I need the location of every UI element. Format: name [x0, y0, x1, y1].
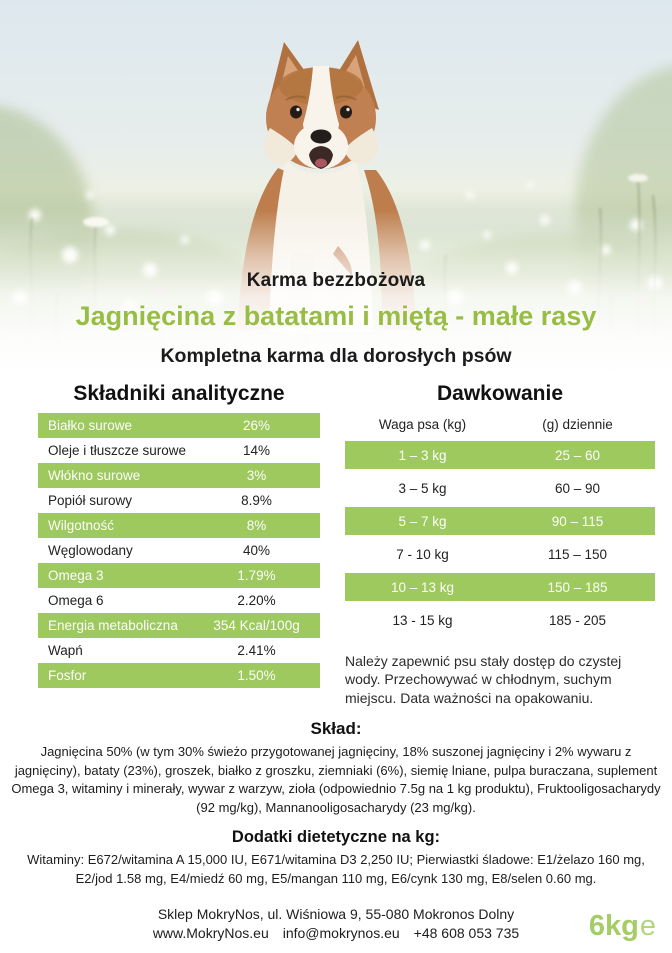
row-label: Omega 3 — [48, 568, 104, 583]
table-row — [38, 538, 320, 563]
row-label: Wapń — [48, 643, 83, 658]
table-row — [38, 563, 320, 588]
table-row — [38, 438, 320, 463]
table-row — [38, 613, 320, 638]
table-row — [345, 540, 655, 568]
additives-text: Witaminy: E672/witamina A 15,000 IU, E671/witamina D3 2,250 IU; Pierwiastki śladowe: E1/żelazo 160 mg, E2/jod 1.58 mg, E4/miedź 60 mg, E5/mangan 110 mg, E6/cynk 130 mg, E8/selen 0.60 mg. — [27, 852, 645, 886]
row-label: Popiół surowy — [48, 493, 133, 508]
analytical-title: Składniki analityczne — [73, 382, 285, 405]
row-weight: 13 - 15 kg — [392, 612, 453, 628]
estimated-sign-icon: e — [639, 910, 656, 942]
table-row — [345, 441, 655, 469]
dosage-header-weight: Waga psa (kg) — [378, 416, 467, 432]
dosage-section — [345, 382, 655, 707]
row-value: 3% — [246, 468, 267, 483]
row-value: 8.9% — [241, 493, 272, 508]
table-row — [38, 638, 320, 663]
table-row — [38, 413, 320, 438]
dosage-title: Dawkowanie — [436, 382, 564, 405]
footer-website: www.MokryNos.eu — [152, 925, 269, 942]
table-row — [345, 606, 655, 634]
analytical-section — [38, 382, 320, 707]
hero-photo — [0, 0, 672, 380]
weight-badge — [589, 912, 656, 941]
category-title: Karma bezzbożowa — [246, 270, 426, 291]
analytical-table — [38, 413, 320, 688]
row-weight: 10 – 13 kg — [390, 579, 455, 595]
row-amount: 90 – 115 — [551, 513, 604, 529]
row-weight: 1 – 3 kg — [398, 447, 447, 463]
composition-text: Jagnięcina 50% (w tym 30% świeżo przygotowanej jagnięciny, 18% suszonej jagnięciny i 2% wywaru z jagnięciny), bataty (23%), groszek, białko z groszku, ziemniaki (6%), siemię lniane, pulpa buraczana, suplement Omega 3, witaminy i minerały, wywar z warzyw, zioła (odpowiednio 7.5g na 1 kg produktu), Fruktooligosacharydy (92 mg/kg), Mannanooligosacharydy (23 mg/kg). — [11, 744, 661, 815]
row-value: 1.50% — [237, 668, 276, 683]
row-label: Włókno surowe — [48, 468, 141, 483]
row-value: 1.79% — [237, 568, 276, 583]
dosage-header-amount: (g) dziennie — [542, 416, 613, 432]
row-weight: 7 - 10 kg — [396, 546, 449, 562]
row-value: 8% — [246, 518, 267, 533]
table-row — [345, 573, 655, 601]
dosage-header — [345, 413, 655, 435]
table-row — [38, 663, 320, 688]
row-amount: 185 - 205 — [548, 612, 607, 628]
table-row — [345, 474, 655, 502]
row-value: 2.41% — [237, 643, 276, 658]
product-subtitle: Kompletna karma dla dorosłych psów — [160, 345, 512, 367]
row-value: 2.20% — [237, 593, 276, 608]
table-row — [345, 507, 655, 535]
footer — [0, 905, 672, 943]
row-value: 354 Kcal/100g — [213, 618, 300, 633]
row-amount: 115 – 150 — [547, 546, 608, 562]
row-label: Energia metaboliczna — [48, 618, 178, 633]
row-value: 40% — [243, 543, 271, 558]
row-weight: 3 – 5 kg — [398, 480, 447, 496]
footer-address: Sklep MokryNos, ul. Wiśniowa 9, 55-080 Mokronos Dolny — [157, 906, 515, 923]
weight-value: 6kg — [588, 910, 639, 942]
row-amount: 25 – 60 — [554, 447, 601, 463]
footer-email: info@mokrynos.eu — [282, 925, 400, 942]
table-row — [38, 463, 320, 488]
row-label: Węglowodany — [48, 543, 133, 558]
row-label: Omega 6 — [48, 593, 104, 608]
row-amount: 150 – 185 — [547, 579, 608, 595]
row-amount: 60 – 90 — [554, 480, 601, 496]
row-value: 26% — [243, 418, 271, 433]
footer-contacts — [0, 924, 672, 943]
additives-title: Dodatki dietetyczne na kg: — [231, 828, 441, 847]
storage-note: Należy zapewnić psu stały dostęp do czystej wody. Przechowywać w chłodnym, suchym miejscu. Data ważności na opakowaniu. — [345, 653, 622, 706]
row-value: 14% — [243, 443, 271, 458]
row-weight: 5 – 7 kg — [398, 513, 447, 529]
row-label: Wilgotność — [48, 518, 115, 533]
row-label: Fosfor — [48, 668, 87, 683]
table-row — [38, 588, 320, 613]
dosage-table — [345, 441, 655, 634]
table-row — [38, 513, 320, 538]
row-label: Białko surowe — [48, 418, 133, 433]
table-row — [38, 488, 320, 513]
footer-phone: +48 608 053 735 — [413, 925, 520, 942]
tables-section — [0, 380, 672, 707]
composition-title: Skład: — [310, 719, 362, 739]
row-label: Oleje i tłuszcze surowe — [48, 443, 187, 458]
product-title: Jagnięcina z batatami i miętą - małe rasy — [75, 301, 597, 331]
